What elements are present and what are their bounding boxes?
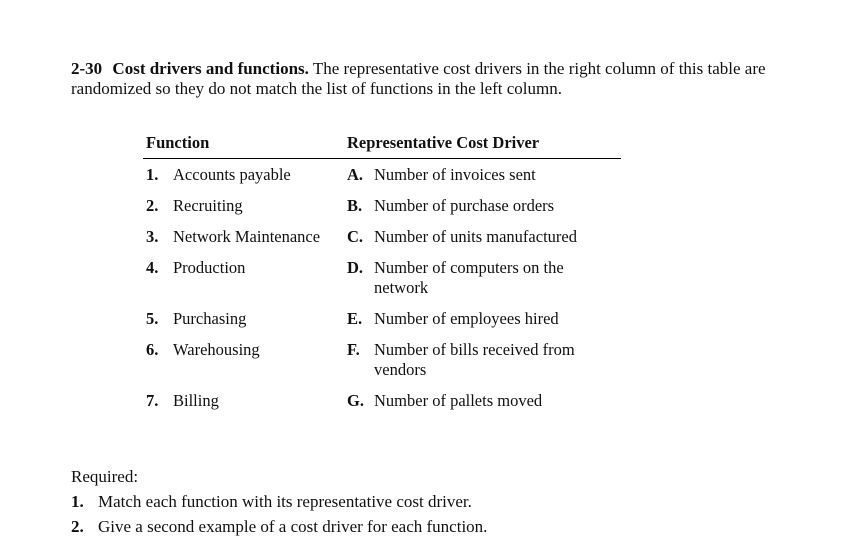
driver-name: Number of bills received from vendors [374, 340, 575, 379]
function-name: Billing [173, 391, 219, 410]
function-cell [143, 159, 344, 191]
driver-name: Number of computers on the network [374, 258, 564, 297]
function-number: 3. [146, 227, 159, 246]
function-cell [143, 334, 344, 385]
driver-cell [344, 385, 621, 416]
function-name: Network Maintenance [173, 227, 321, 246]
function-number: 6. [146, 340, 159, 359]
function-number: 7. [146, 391, 159, 410]
table-row [143, 303, 621, 334]
driver-letter: B. [347, 196, 363, 215]
table-row [143, 252, 621, 303]
table-row [143, 385, 621, 416]
driver-letter: G. [347, 391, 364, 410]
function-name: Warehousing [173, 340, 260, 359]
driver-cell [344, 252, 621, 303]
driver-cell [344, 334, 621, 385]
driver-letter: D. [347, 258, 364, 277]
table-header-row [143, 133, 621, 159]
required-number: 2. [71, 517, 84, 536]
driver-letter: E. [347, 309, 363, 328]
table-row [143, 334, 621, 385]
problem-number: 2-30 [71, 59, 103, 78]
function-cell [143, 190, 344, 221]
table-row [143, 221, 621, 252]
required-list [71, 489, 487, 539]
driver-letter: F. [347, 340, 360, 359]
function-number: 5. [146, 309, 159, 328]
function-cell [143, 221, 344, 252]
problem-title: Cost drivers and functions. [112, 59, 309, 78]
required-text: Give a second example of a cost driver for each function. [98, 517, 488, 536]
table-row [143, 159, 621, 191]
driver-cell [344, 190, 621, 221]
function-name: Recruiting [173, 196, 243, 215]
function-cell [143, 303, 344, 334]
driver-name: Number of invoices sent [374, 165, 536, 184]
function-cell [143, 385, 344, 416]
driver-cell [344, 159, 621, 191]
required-label: Required: [71, 467, 139, 486]
required-section [71, 465, 487, 539]
function-name: Production [173, 258, 246, 277]
required-text: Match each function with its representative cost driver. [98, 492, 472, 511]
required-number: 1. [71, 492, 84, 511]
driver-name: Number of pallets moved [374, 391, 543, 410]
driver-column-header: Representative Cost Driver [344, 133, 621, 159]
problem-text: The representative cost drivers in the right column of this table are randomized so they do not match the list of functions in the left column. [71, 59, 766, 98]
driver-letter: C. [347, 227, 364, 246]
function-cell [143, 252, 344, 303]
function-name: Accounts payable [173, 165, 291, 184]
list-item [71, 514, 487, 539]
function-number: 4. [146, 258, 159, 277]
table-row [143, 190, 621, 221]
function-number: 1. [146, 165, 159, 184]
function-name: Purchasing [173, 309, 247, 328]
function-column-header: Function [143, 133, 344, 159]
driver-name: Number of purchase orders [374, 196, 555, 215]
driver-letter: A. [347, 165, 364, 184]
driver-cell [344, 221, 621, 252]
list-item [71, 489, 487, 514]
function-number: 2. [146, 196, 159, 215]
cost-drivers-table [143, 133, 621, 416]
driver-name: Number of employees hired [374, 309, 559, 328]
driver-cell [344, 303, 621, 334]
problem-header [71, 59, 791, 99]
driver-name: Number of units manufactured [374, 227, 577, 246]
